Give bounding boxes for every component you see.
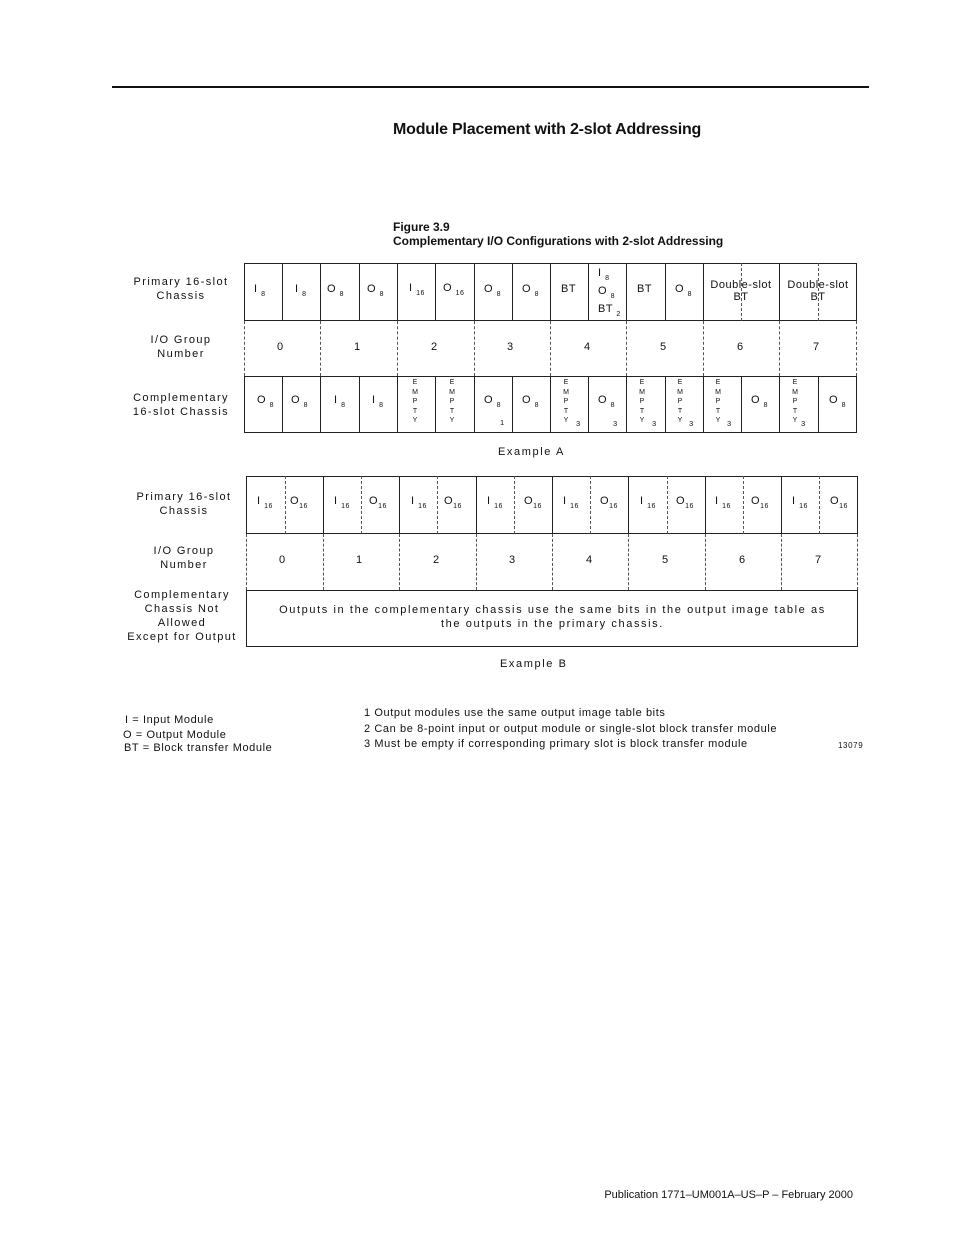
b-slot-15: I $_{16}$ [792, 495, 808, 510]
slot-divider [781, 476, 782, 534]
label-line: Complementary [134, 589, 230, 601]
footnote-ref: 3 [613, 419, 618, 428]
group-divider [550, 321, 551, 376]
b-slot-8: $O_{16}$ [524, 495, 542, 510]
footnote-3: 3 Must be empty if corresponding primary slot is block transfer module [364, 738, 748, 750]
slot-divider [626, 376, 627, 433]
slot-divider [665, 376, 666, 433]
slot-divider [474, 263, 475, 321]
example-a-group-label [121, 333, 241, 361]
slot-divider [512, 376, 513, 433]
footnote-ref: 3 [689, 419, 694, 428]
module-slot-6: O $_{16}$ [443, 282, 465, 297]
b-slot-16: $O_{16}$ [830, 495, 848, 510]
slot-divider [512, 263, 513, 321]
slot-divider [399, 476, 400, 534]
group-divider [552, 534, 553, 590]
slot-divider [552, 476, 553, 534]
group-number: 3 [508, 554, 516, 566]
b-slot-5: I $_{16}$ [411, 495, 427, 510]
legend-input: I = Input Module [125, 714, 214, 726]
group-divider [626, 321, 627, 376]
comp-slot-2: O $_8$ [291, 394, 309, 409]
group-divider [244, 321, 245, 376]
comp-slot-14: O $_8$ [751, 394, 769, 409]
slot-divider [703, 376, 704, 433]
slot-divider [628, 476, 629, 534]
comp-slot-5-empty: E M P T Y [412, 379, 418, 424]
slot-divider [550, 263, 551, 321]
label-line: Primary 16-slot [136, 491, 232, 503]
slot-divider [779, 376, 780, 433]
footnote-1: 1 Output modules use the same output image table bits [364, 707, 666, 719]
comp-slot-10: O $_8$ [598, 394, 616, 409]
group-number: 7 [814, 554, 822, 566]
b-slot-2: $O_{16}$ [290, 495, 308, 510]
note-line: the outputs in the primary chassis. [441, 618, 664, 630]
slot-divider-dashed [819, 476, 820, 534]
group-number: 5 [661, 554, 669, 566]
figure-title: Complementary I/O Configurations with 2-slot Addressing [393, 234, 724, 248]
slot-divider [703, 263, 704, 321]
slot-divider [588, 376, 589, 433]
b-slot-3: I $_{16}$ [334, 495, 350, 510]
module-slot-13-14: Double-slot BT [710, 279, 772, 303]
slot-divider-dashed [667, 476, 668, 534]
group-number: 5 [659, 341, 667, 353]
comp-slot-8: O $_8$ [522, 394, 540, 409]
b-slot-9: I $_{16}$ [563, 495, 579, 510]
group-divider [246, 534, 247, 590]
slot-divider-dashed [285, 476, 286, 534]
b-slot-12: $O_{16}$ [676, 495, 694, 510]
module-slot-12: O $_8$ [675, 283, 693, 298]
slot-divider [550, 376, 551, 433]
comp-slot-7: O $_8$ [484, 394, 502, 409]
figure-number: Figure 3.9 [393, 220, 450, 234]
label-line: Chassis [159, 505, 209, 517]
label-line: I/O Group [150, 334, 212, 346]
group-number: 0 [276, 341, 284, 353]
label-line: Chassis [156, 290, 206, 302]
slot-divider [779, 263, 780, 321]
comp-slot-11-empty: E M P T Y [639, 379, 645, 424]
slot-divider [320, 263, 321, 321]
slot-divider [476, 476, 477, 534]
slot-divider [705, 476, 706, 534]
group-number: 2 [432, 554, 440, 566]
b-slot-11: I $_{16}$ [640, 495, 656, 510]
b-slot-13: I $_{16}$ [715, 495, 731, 510]
group-number: 6 [736, 341, 744, 353]
group-number: 4 [585, 554, 593, 566]
label-line: Complementary [133, 392, 229, 404]
module-slot-8: O $_8$ [522, 283, 540, 298]
b-slot-14: $O_{16}$ [751, 495, 769, 510]
label-line: Except for Output [127, 631, 237, 643]
figure-id: 13079 [838, 741, 864, 750]
comp-slot-4: I $_8$ [372, 394, 384, 409]
footnote-ref: 3 [652, 419, 657, 428]
slot-divider [665, 263, 666, 321]
slot-divider [588, 263, 589, 321]
complementary-output-note [247, 603, 858, 631]
b-slot-7: I $_{16}$ [487, 495, 503, 510]
b-slot-4: $O_{16}$ [369, 495, 387, 510]
group-divider [628, 534, 629, 590]
module-slot-10: I $_8$ O $_8$ BT $_2$ [598, 267, 621, 318]
group-divider [703, 321, 704, 376]
example-a-primary-label [121, 275, 241, 303]
slot-divider [741, 376, 742, 433]
group-divider [323, 534, 324, 590]
slot-divider-dashed [514, 476, 515, 534]
slot-divider [282, 263, 283, 321]
group-divider [399, 534, 400, 590]
slot-divider [359, 263, 360, 321]
group-number: 0 [278, 554, 286, 566]
b-slot-6: $O_{16}$ [444, 495, 462, 510]
group-number: 3 [506, 341, 514, 353]
slot-divider-dashed [743, 476, 744, 534]
slot-divider [435, 263, 436, 321]
slot-divider [397, 263, 398, 321]
module-slot-11: BT [637, 283, 653, 295]
slot-divider [818, 376, 819, 433]
group-divider [705, 534, 706, 590]
group-divider [779, 321, 780, 376]
footnote-ref: 3 [801, 419, 806, 428]
slot-divider-dashed [437, 476, 438, 534]
group-number: 4 [583, 341, 591, 353]
group-divider [397, 321, 398, 376]
label-line: Allowed [157, 617, 207, 629]
label-line: Number [160, 559, 208, 571]
b-slot-1: I $_{16}$ [257, 495, 273, 510]
comp-slot-6-empty: E M P T Y [449, 379, 455, 424]
comp-slot-9-empty: E M P T Y [563, 379, 569, 424]
group-divider [857, 534, 858, 590]
slot-divider [282, 376, 283, 433]
label-line: Chassis Not [144, 603, 220, 615]
example-b-caption: Example B [500, 658, 568, 670]
comp-slot-15-empty: E M P T Y [792, 379, 798, 424]
slot-divider [435, 376, 436, 433]
comp-slot-12-empty: E M P T Y [677, 379, 683, 424]
footnote-2: 2 Can be 8-point input or output module or single-slot block transfer module [364, 723, 778, 735]
group-divider [474, 321, 475, 376]
module-slot-9: BT [561, 283, 577, 295]
example-b-group-label [124, 544, 244, 572]
label-line: I/O Group [153, 545, 215, 557]
module-slot-1: I $_8$ [254, 283, 266, 298]
b-slot-10: $O_{16}$ [600, 495, 618, 510]
legend-block-transfer: BT = Block transfer Module [124, 742, 273, 754]
group-divider [320, 321, 321, 376]
slot-divider [320, 376, 321, 433]
example-b-primary-label [124, 490, 244, 518]
comp-slot-1: O $_8$ [257, 394, 275, 409]
group-number: 6 [738, 554, 746, 566]
module-slot-5: I $_{16}$ [409, 282, 425, 297]
module-slot-7: O $_8$ [484, 283, 502, 298]
module-slot-2: I $_8$ [295, 283, 307, 298]
module-slot-15-16: Double-slot BT [787, 279, 849, 303]
footnote-ref: 3 [727, 419, 732, 428]
group-number: 2 [430, 341, 438, 353]
label-line: 16-slot Chassis [132, 406, 230, 418]
group-number: 7 [812, 341, 820, 353]
group-number: 1 [355, 554, 363, 566]
slot-divider [626, 263, 627, 321]
slot-divider-dashed [590, 476, 591, 534]
note-line: Outputs in the complementary chassis use the same bits in the output image table as [279, 604, 826, 616]
comp-slot-16: O $_8$ [829, 394, 847, 409]
slot-divider [323, 476, 324, 534]
example-b-comp-label [122, 588, 242, 644]
example-a-comp-label [121, 391, 241, 419]
footnote-ref: 1 [500, 418, 505, 427]
legend-output: O = Output Module [123, 729, 227, 741]
group-divider [476, 534, 477, 590]
section-heading: Module Placement with 2-slot Addressing [393, 121, 702, 138]
footnote-ref: 3 [576, 419, 581, 428]
group-divider [781, 534, 782, 590]
module-slot-3: O $_8$ [327, 283, 345, 298]
slot-divider-dashed [361, 476, 362, 534]
comp-slot-3: I $_8$ [334, 394, 346, 409]
publication-footer: Publication 1771–UM001A–US–P – February 2000 [604, 1189, 853, 1201]
comp-slot-13-empty: E M P T Y [715, 379, 721, 424]
group-divider [856, 321, 857, 376]
slot-divider [474, 376, 475, 433]
group-number: 1 [353, 341, 361, 353]
slot-divider [397, 376, 398, 433]
label-line: Primary 16-slot [133, 276, 229, 288]
label-line: Number [157, 348, 205, 360]
slot-divider [359, 376, 360, 433]
example-a-caption: Example A [498, 446, 565, 458]
module-slot-4: O $_8$ [367, 283, 385, 298]
